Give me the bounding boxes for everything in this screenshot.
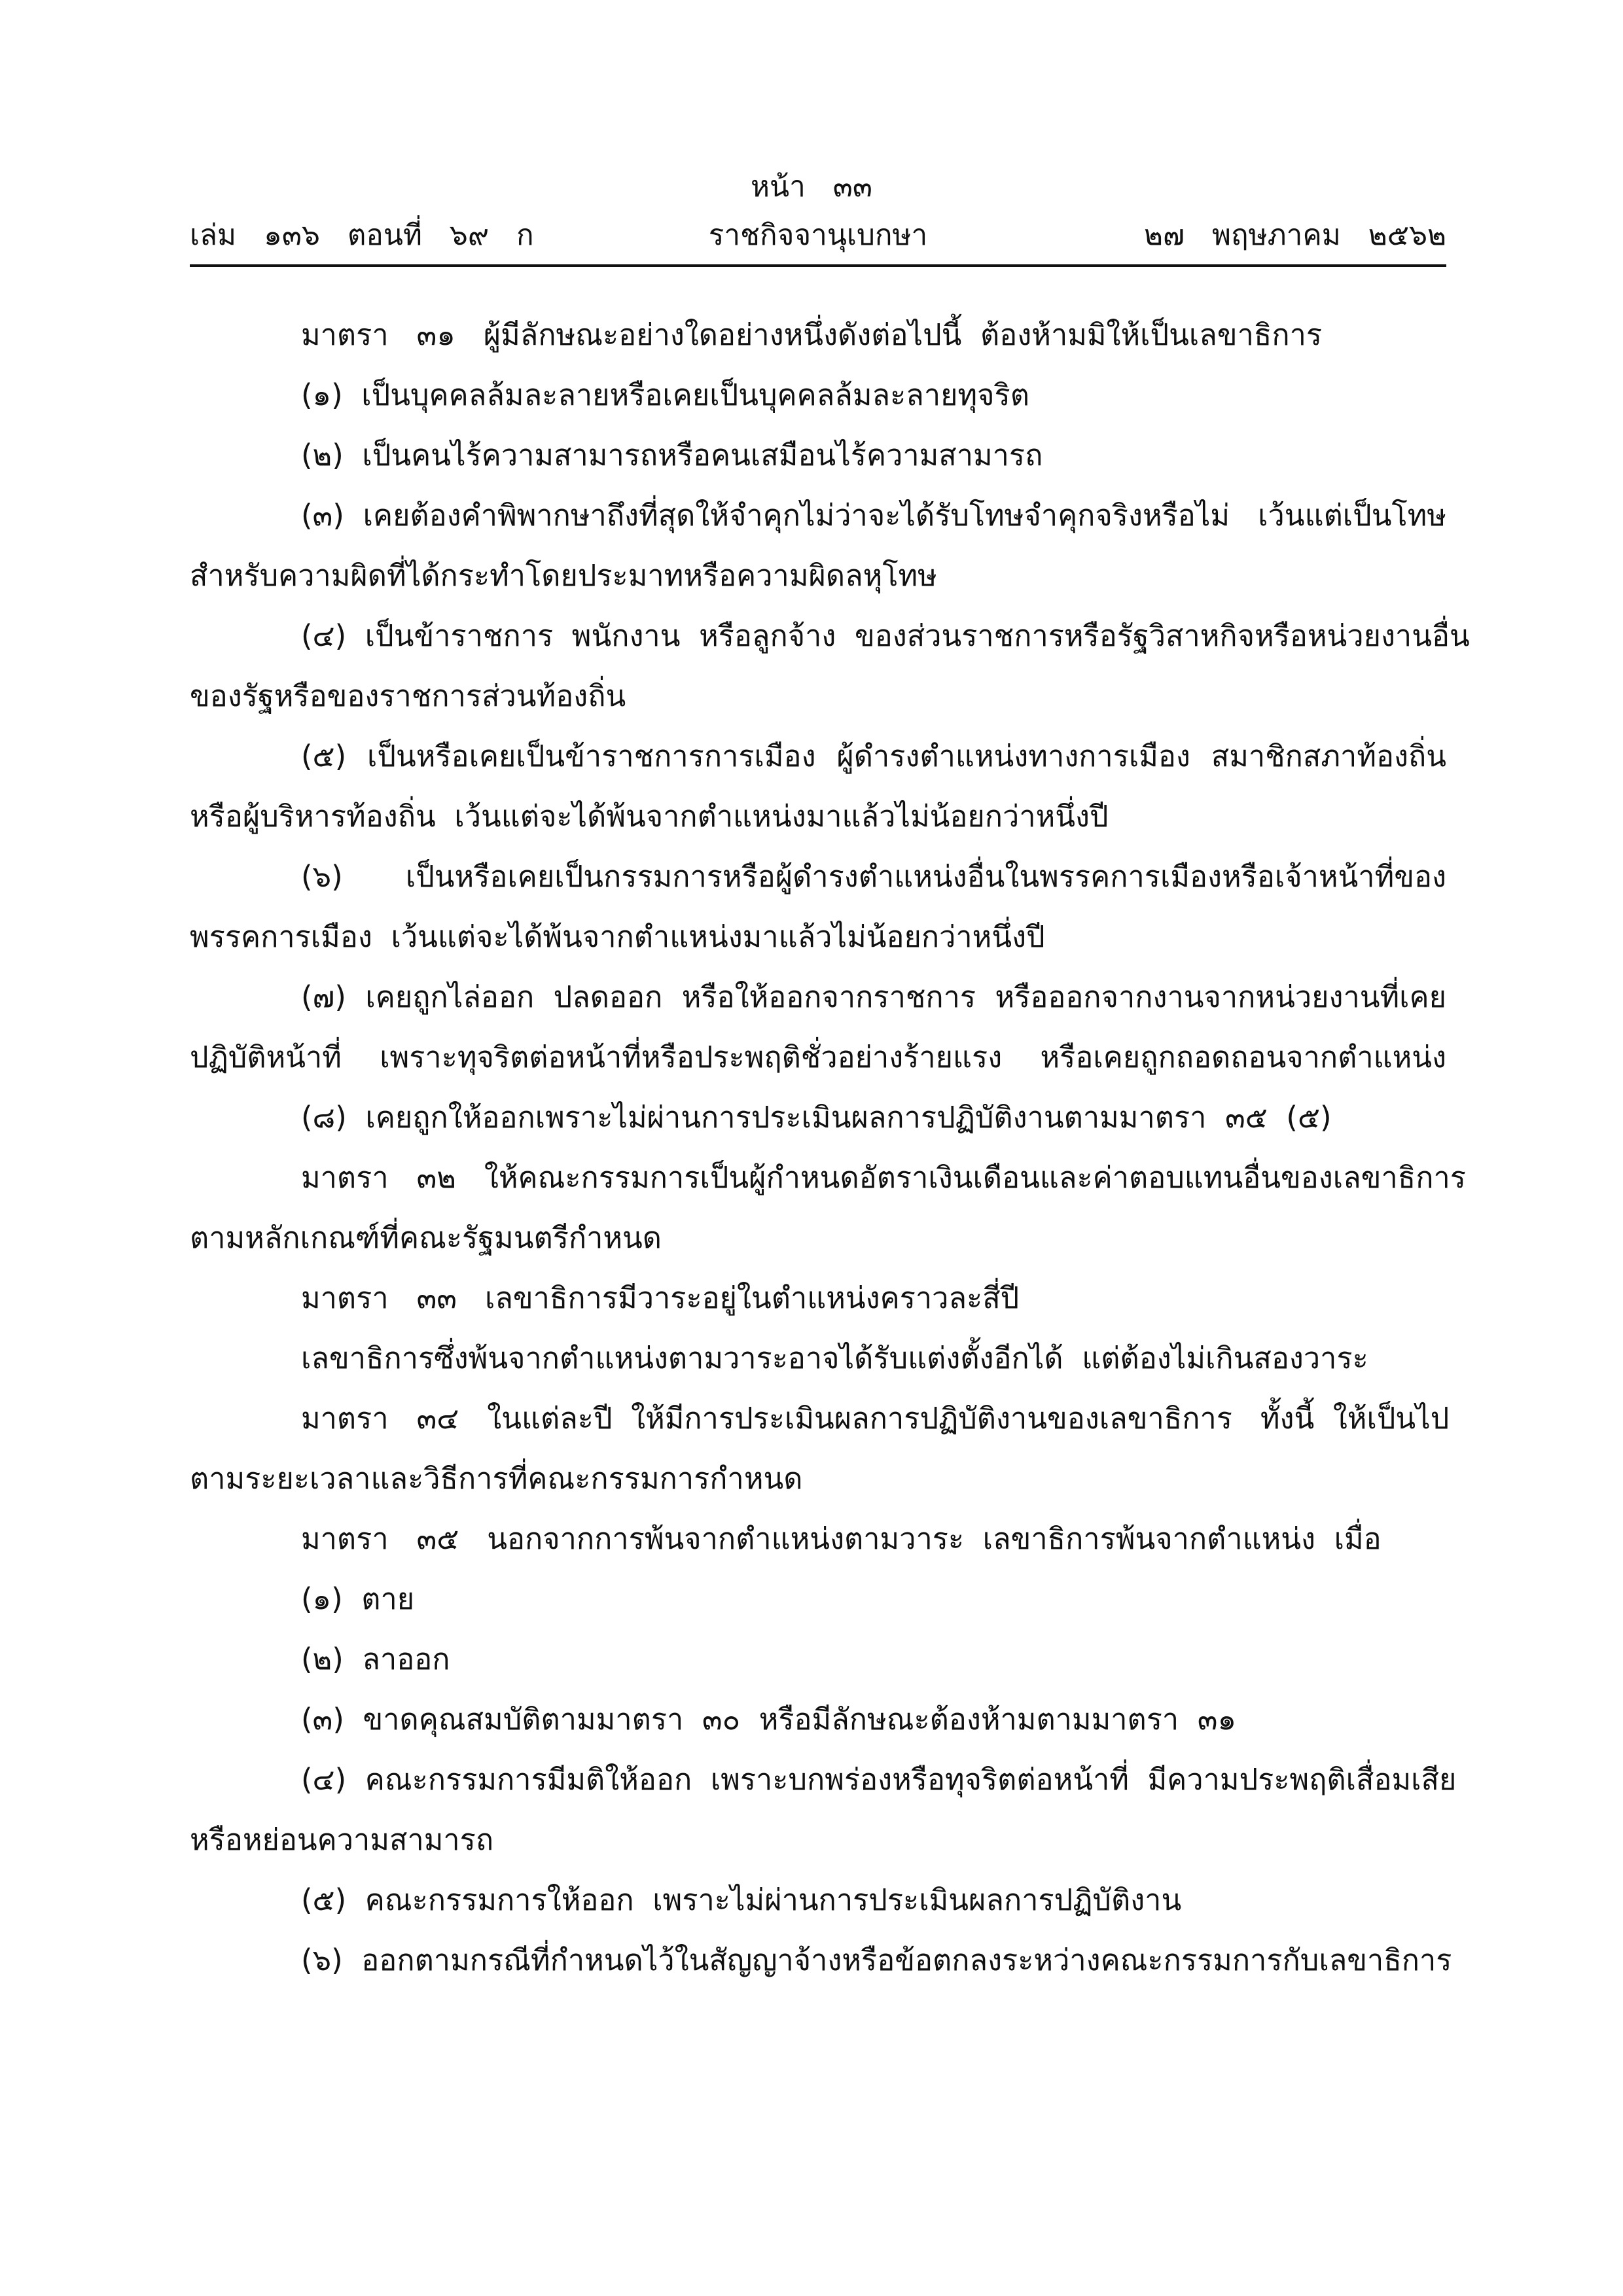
section-31-item-8: (๘) เคยถูกให้ออกเพราะไม่ผ่านการประเมินผลการปฏิบัติงานตามมาตรา ๓๕ (๕): [301, 1100, 1332, 1135]
gazette-title: ราชกิจจานุเบกษา: [708, 219, 928, 252]
section-31-item-4-cont: ของรัฐหรือของราชการส่วนท้องถิ่น: [190, 679, 626, 713]
section-31-item-5: (๕) เป็นหรือเคยเป็นข้าราชการการเมือง ผู้ดำรงตำแหน่งทางการเมือง สมาชิกสภาท้องถิ่น: [301, 739, 1446, 773]
document-body: [190, 305, 1470, 1990]
section-35-item-1: (๑) ตาย: [301, 1581, 415, 1616]
section-35-item-5: (๕) คณะกรรมการให้ออก เพราะไม่ผ่านการประเมินผลการปฏิบัติงาน: [301, 1882, 1182, 1917]
page-number: หน้า ๓๓: [751, 170, 872, 203]
section-31-item-6: (๖) เป็นหรือเคยเป็นกรรมการหรือผู้ดำรงตำแหน่งอื่นในพรรคการเมืองหรือเจ้าหน้าที่ของ: [301, 859, 1446, 894]
section-32-cont: ตามหลักเกณฑ์ที่คณะรัฐมนตรีกำหนด: [190, 1220, 662, 1255]
section-31-item-4: (๔) เป็นข้าราชการ พนักงาน หรือลูกจ้าง ของส่วนราชการหรือรัฐวิสาหกิจหรือหน่วยงานอื่น: [301, 618, 1470, 653]
section-34-cont: ตามระยะเวลาและวิธีการที่คณะกรรมการกำหนด: [190, 1461, 803, 1496]
section-35-item-3: (๓) ขาดคุณสมบัติตามมาตรา ๓๐ หรือมีลักษณะต้องห้ามตามมาตรา ๓๑: [301, 1702, 1237, 1737]
section-31-item-2: (๒) เป็นคนไร้ความสามารถหรือคนเสมือนไร้ความสามารถ: [301, 438, 1043, 472]
section-35-heading: มาตรา ๓๕ นอกจากการพ้นจากตำแหน่งตามวาระ เลขาธิการพ้นจากตำแหน่ง เมื่อ: [301, 1521, 1382, 1556]
section-35-item-4: (๔) คณะกรรมการมีมติให้ออก เพราะบกพร่องหรือทุจริตต่อหน้าที่ มีความประพฤติเสื่อมเสีย: [301, 1762, 1457, 1797]
volume-issue: เล่ม ๑๓๖ ตอนที่ ๖๙ ก: [190, 219, 534, 252]
section-31-item-3-cont: สำหรับความผิดที่ได้กระทำโดยประมาทหรือความผิดลหุโทษ: [190, 558, 937, 593]
section-35-item-2: (๒) ลาออก: [301, 1642, 450, 1676]
section-31-item-7: (๗) เคยถูกไล่ออก ปลดออก หรือให้ออกจากราชการ หรือออกจากงานจากหน่วยงานที่เคย: [301, 980, 1446, 1014]
section-31-item-6-cont: พรรคการเมือง เว้นแต่จะได้พ้นจากตำแหน่งมาแล้วไม่น้อยกว่าหนึ่งปี: [190, 919, 1045, 954]
section-35-item-6: (๖) ออกตามกรณีที่กำหนดไว้ในสัญญาจ้างหรือข้อตกลงระหว่างคณะกรรมการกับเลขาธิการ: [301, 1943, 1452, 1977]
section-31-item-7-cont: ปฏิบัติหน้าที่ เพราะทุจริตต่อหน้าที่หรือประพฤติชั่วอย่างร้ายแรง หรือเคยถูกถอดถอนจากตำแหน่ง: [190, 1040, 1446, 1074]
section-32: มาตรา ๓๒ ให้คณะกรรมการเป็นผู้กำหนดอัตราเงินเดือนและค่าตอบแทนอื่นของเลขาธิการ: [301, 1160, 1466, 1195]
section-35-item-4-cont: หรือหย่อนความสามารถ: [190, 1822, 494, 1857]
gazette-header: [190, 216, 1446, 255]
section-31-item-1: (๑) เป็นบุคคลล้มละลายหรือเคยเป็นบุคคลล้มละลายทุจริต: [301, 378, 1029, 412]
section-31-item-3: (๓) เคยต้องคำพิพากษาถึงที่สุดให้จำคุกไม่ว่าจะได้รับโทษจำคุกจริงหรือไม่ เว้นแต่เป็นโทษ: [301, 498, 1446, 533]
section-31-item-5-cont: หรือผู้บริหารท้องถิ่น เว้นแต่จะได้พ้นจากตำแหน่งมาแล้วไม่น้อยกว่าหนึ่งปี: [190, 799, 1109, 834]
header-divider: [190, 264, 1446, 267]
section-33-para-2: เลขาธิการซึ่งพ้นจากตำแหน่งตามวาระอาจได้รับแต่งตั้งอีกได้ แต่ต้องไม่เกินสองวาระ: [301, 1341, 1368, 1375]
section-34: มาตรา ๓๔ ในแต่ละปี ให้มีการประเมินผลการปฏิบัติงานของเลขาธิการ ทั้งนี้ ให้เป็นไป: [301, 1401, 1450, 1436]
section-33: มาตรา ๓๓ เลขาธิการมีวาระอยู่ในตำแหน่งคราวละสี่ปี: [301, 1280, 1020, 1315]
section-31-heading: มาตรา ๓๑ ผู้มีลักษณะอย่างใดอย่างหนึ่งดังต่อไปนี้ ต้องห้ามมิให้เป็นเลขาธิการ: [301, 317, 1323, 352]
publication-date: ๒๗ พฤษภาคม ๒๕๖๒: [1143, 219, 1446, 252]
